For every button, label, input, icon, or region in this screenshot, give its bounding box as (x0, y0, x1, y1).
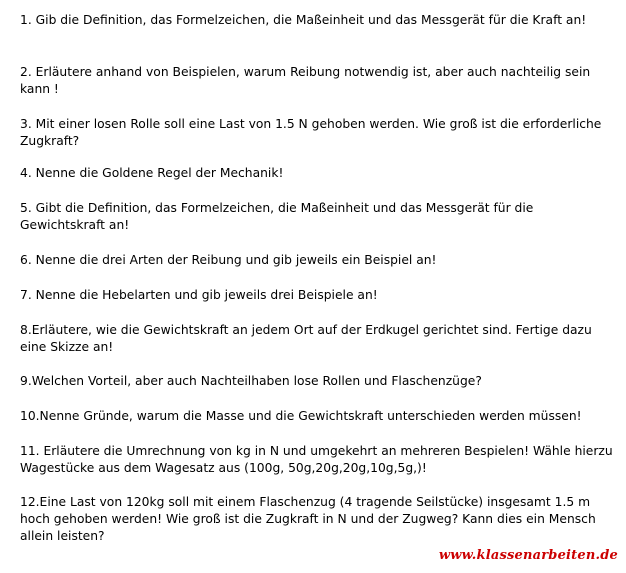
question-5: 5. Gibt die Definition, das Formelzeichen, die Maßeinheit und das Messgerät für die Gewichtskraft an! (20, 201, 534, 232)
question-3: 3. Mit einer losen Rolle soll eine Last von 1.5 N gehoben werden. Wie groß ist die erforderliche Zugkraft? (20, 117, 602, 148)
question-2: 2. Erläutere anhand von Beispielen, warum Reibung notwendig ist, aber auch nachteilig sein kann ! (20, 65, 591, 96)
question-8: 8.Erläutere, wie die Gewichtskraft an jedem Ort auf der Erdkugel gerichtet sind. Fertige dazu eine Skizze an! (20, 323, 592, 354)
question-1: 1. Gib die Definition, das Formelzeichen, die Maßeinheit und das Messgerät für die Kraft an! (20, 13, 587, 27)
question-11: 11. Erläutere die Umrechnung von kg in N und umgekehrt an mehreren Bespielen! Wähle hierzu Wagestücke aus dem Wagesatz aus (100g, 50g,20g,20g,10g,5g,)! (20, 444, 613, 475)
question-6: 6. Nenne die drei Arten der Reibung und gib jeweils ein Beispiel an! (20, 253, 437, 267)
question-9: 9.Welchen Vorteil, aber auch Nachteilhaben lose Rollen und Flaschenzüge? (20, 374, 482, 388)
question-7: 7. Nenne die Hebelarten und gib jeweils drei Beispiele an! (20, 288, 378, 302)
question-4: 4. Nenne die Goldene Regel der Mechanik! (20, 166, 284, 180)
watermark-link[interactable]: www.klassenarbeiten.de (438, 548, 618, 563)
question-12: 12.Eine Last von 120kg soll mit einem Flaschenzug (4 tragende Seilstücke) insgesamt 1.5 m hoch gehoben werden! Wie groß ist die Zugkraft in N und der Zugweg? Kann dies ein Mensch allein leisten? (20, 495, 596, 543)
question-10: 10.Nenne Gründe, warum die Masse und die Gewichtskraft unterschieden werden müssen! (20, 409, 582, 423)
